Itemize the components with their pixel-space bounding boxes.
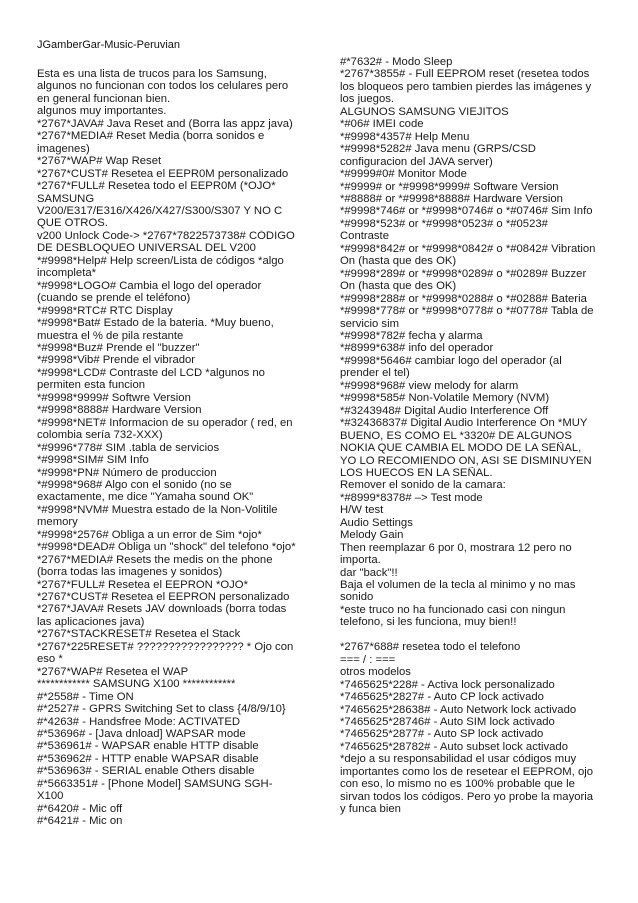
text-line: y funca bien [340,803,401,816]
text-line: #*536963# - SERIAL enable Others disable [37,765,255,778]
text-line: *#9998*968# Algo con el sonido (no se [37,478,232,491]
text-line: ALGUNOS SAMSUNG VIEJITOS [340,105,509,118]
text-line: exactamente, me dice "Yamaha sound OK" [37,491,254,504]
text-line: *2767*STACKRESET# Resetea el Stack [37,628,241,641]
text-line: *este truco no ha funcionado casi con ningun [340,603,566,616]
text-line: en general funcionan bien. [37,92,171,105]
text-line: Contraste [340,230,389,243]
text-line: *2767*225RESET# ????????????????? * Ojo con [37,640,294,653]
text-line: V200/E317/E316/X426/X427/S300/S307 Y NO C [37,204,283,217]
text-line: *#9998*LCD# Contraste del LCD *algunos no [37,366,265,379]
text-line: *#9998*2576# Obliga a un error de Sim *ojo* [37,528,262,541]
text-line: *#9998*RTC# RTC Display [37,304,173,317]
text-line: *2767*MEDIA# Reset Media (borra sonidos e [37,130,265,143]
text-line: *#9998*Bat# Estado de la bateria. *Muy bueno, [37,317,274,330]
text-line: QUE OTROS. [37,217,108,230]
text-line: *#9998*NET# Informacion de su operador ( red, en [37,416,293,429]
text-line: BUENO, ES COMO EL *3320# DE ALGUNOS [340,429,572,442]
text-line: ************ SAMSUNG X100 ************ [37,678,236,691]
text-line: servicio sim [340,317,399,330]
left-text-column [37,68,309,828]
text-line: *#9998*DEAD# Obliga un "shock" del telefono *ojo* [37,541,296,554]
text-line: *#9999# or *#9998*9999# Software Version [340,180,559,193]
text-line: Baja el volumen de la tecla al minimo y no mas [340,579,576,592]
text-line: v200 Unlock Code-> *2767*7822573738# CÓDIGO [37,229,295,242]
text-line: *#9999#0# Monitor Mode [340,168,467,181]
text-line: On (hasta que des OK) [340,280,457,293]
text-line: los juegos. [340,93,395,106]
text-line: *#9998*Vib# Prende el vibrador [37,354,196,367]
text-line: con eso, lo mismo no es 100% probable que le [340,778,575,791]
text-line: *#9998*968# view melody for alarm [340,379,519,392]
text-line: #*53696# - [Java dnload] WAPSAR mode [37,728,246,741]
text-line: importantes como los de resetear el EEPROM, ojo [340,765,594,778]
text-line: *#9998*SIM# SIM Info [37,454,149,467]
text-line: *#3243948# Digital Audio Interference Off [340,404,549,417]
text-line: *#9998*PN# Número de produccion [37,466,217,479]
text-line: #*7632# - Modo Sleep [340,56,453,68]
text-line: muestra el % de pila restante [37,329,184,342]
text-line: Audio Settings [340,516,413,529]
text-line: *2767*FULL# Resetea todo el EEPR0M (*OJO* [37,180,276,193]
text-line: Remover el sonido de la camara: [340,479,506,492]
text-line: Then reemplazar 6 por 0, mostrara 12 pero no [340,541,572,554]
text-line: #*6420# - Mic off [37,802,123,815]
text-line: *2767*JAVA# Java Reset and (Borra las appz java) [37,117,293,130]
text-line: *#9998*746# or *#9998*0746# o *#0746# Sim Info [340,205,593,218]
text-line: *#06# IMEI code [340,118,424,131]
text-line: #*6421# - Mic on [37,815,123,828]
text-line: Melody Gain [340,529,404,542]
text-line: *7465625*228# - Activa lock personalizado [340,678,555,691]
text-line: X100 [37,790,64,803]
text-line: *#8999*8378# –> Test mode [340,491,483,504]
text-line: (borra todas las imagenes y sonidos) [37,566,223,579]
text-line: *#9998*5646# cambiar logo del operador (al [340,354,562,367]
text-line: *#8888# or *#9998*8888# Hardware Version [340,192,563,205]
text-line: (cuando se prende el teléfono) [37,292,191,305]
text-line: importa. [340,554,381,567]
text-line: *#32436837# Digital Audio Interference On *MUY [340,417,588,430]
text-line [340,629,612,641]
text-line: permiten esta funcion [37,379,146,392]
text-line: *2767*CUST# Resetea el EEPR0M personalizado [37,167,289,180]
text-line: memory [37,516,78,529]
text-line: LOS HUECOS EN LA SEÑAL. [340,466,493,479]
text-line: colombia sería 732-XXX) [37,429,163,442]
text-line: telefono, si les funciona, muy bien!! [340,616,517,629]
text-line: *#9998*778# or *#9998*0778# o *#0778# Tabla de [340,305,594,318]
text-line: #*2527# - GPRS Switching Set to class {4/8/9/10} [37,703,286,716]
text-line: #*536962# - HTTP enable WAPSAR disable [37,752,259,765]
text-line: eso * [37,653,63,666]
text-line: *2767*JAVA# Resets JAV downloads (borra todas [37,603,287,616]
document-header: JGamberGar-Music-Peruvian [37,39,181,51]
text-line: Esta es una lista de trucos para los Samsung, [37,68,267,80]
text-line: prender el tel) [340,367,410,380]
text-line: *#9998*842# or *#9998*0842# o *#0842# Vibration [340,242,596,255]
text-line: *#9996*778# SIM .tabla de servicios [37,441,220,454]
text-line: algunos muy importantes. [37,105,167,118]
text-line: #*536961# - WAPSAR enable HTTP disable [37,740,259,753]
text-line: *7465625*2827# - Auto CP lock activado [340,691,544,704]
text-line: SAMSUNG [37,192,95,205]
text-line: *#9998*523# or *#9998*0523# o *#0523# [340,217,548,230]
text-line: las aplicaciones java) [37,615,145,628]
text-line: H/W test [340,504,384,517]
text-line: *2767*3855# - Full EEPROM reset (resetea todos [340,68,590,81]
text-line: *2767*MEDIA# Resets the medis on the phone [37,553,273,566]
text-line: *2767*WAP# Wap Reset [37,155,162,168]
text-line: *#9998*8888# Hardware Version [37,404,202,417]
text-line: *7465625*2877# - Auto SP lock activado [340,728,544,741]
text-line: *#9998*9999# Softwre Version [37,391,191,404]
text-line: *#9998*Buz# Prende el "buzzer" [37,341,200,354]
text-line: *2767*FULL# Resetea el EEPRON *OJO* [37,578,248,591]
text-line: sonido [340,591,374,604]
text-line: NOKIA QUE CAMBIA EL MODO DE LA SEÑAL, [340,442,582,455]
text-line: YO LO RECOMIENDO ON, ASI SE DISMINUYEN [340,454,592,467]
text-line: === / : === [340,653,396,666]
text-line: *#9998*4357# Help Menu [340,130,470,143]
text-line: otros modelos [340,666,411,679]
text-line: *#8999*638# info del operador [340,342,494,355]
text-line: *7465625*28746# - Auto SIM lock activado [340,716,555,728]
text-line: *#9998*289# or *#9998*0289# o *#0289# Buzzer [340,267,587,280]
text-line: *#9998*585# Non-Volatile Memory (NVM) [340,392,550,405]
text-line: *2767*WAP# Resetea el WAP [37,665,189,678]
text-line: algunos no funcionan con todos los celulares pero [37,80,289,93]
text-line: *2767*688# resetea todo el telefono [340,641,521,654]
text-line: *#9998*LOGO# Cambia el logo del operador [37,279,262,292]
text-line: *#9998*Help# Help screen/Lista de códigos *algo [37,254,284,267]
text-line: *#9998*782# fecha y alarma [340,329,483,342]
text-line: On (hasta que des OK) [340,255,457,268]
text-line: *7465625*28782# - Auto subset lock activado [340,740,568,753]
text-line: *#9998*288# or *#9998*0288# o *#0288# Bateria [340,292,587,305]
text-line: #*5663351# - [Phone Model] SAMSUNG SGH- [37,777,273,790]
text-line: *#9998*NVM# Muestra estado de la Non-Volitile [37,503,278,516]
text-line: *#9998*5282# Java menu (GRPS/CSD [340,143,536,156]
text-line: *2767*CUST# Resetea el EEPRON personalizado [37,591,290,604]
text-line: sirvan todos los códigos. Pero yo probe la mayoria [340,790,594,803]
text-line: #*2558# - Time ON [37,690,134,703]
text-line: DE DESBLOQUEO UNIVERSAL DEL V200 [37,242,256,255]
text-line: *dejo a su responsabilidad el usar códigos muy [340,753,577,766]
text-line: #*4263# - Handsfree Mode: ACTIVATED [37,715,241,728]
text-line: *7465625*28638# - Auto Network lock activado [340,703,577,716]
text-line: incompleta* [37,267,97,280]
text-line: los bloqueos pero tambien pierdes las imágenes y [340,80,592,93]
text-line: imagenes) [37,142,90,155]
right-text-column [340,56,612,816]
text-line: dar "back"!! [340,566,398,579]
text-line: configuracion del JAVA server) [340,155,493,168]
